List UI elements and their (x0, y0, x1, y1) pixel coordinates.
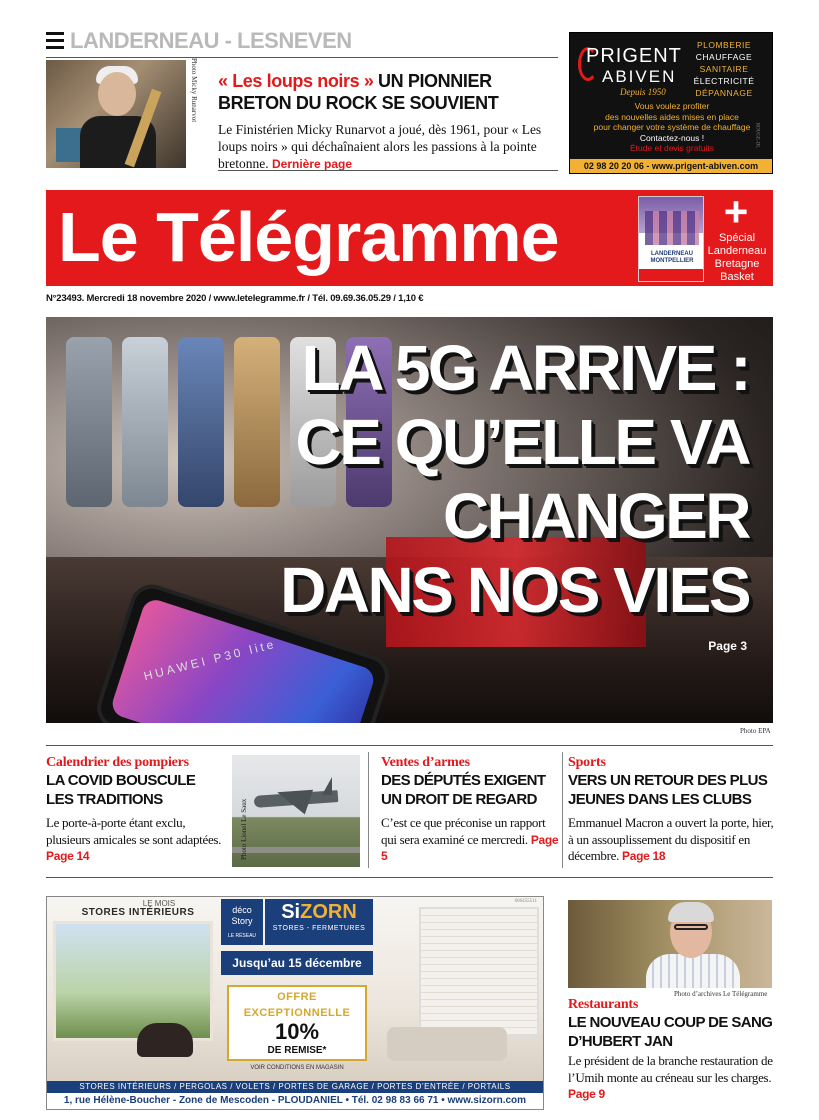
hero-headline[interactable]: LA 5G ARRIVE : CE QU’ELLE VA CHANGER DANS NOS VIES (280, 332, 749, 626)
story-headline: LE NOUVEAU COUP DE SANG D’HUBERT JAN (568, 1014, 773, 1050)
story-restaurants[interactable] (568, 997, 774, 1103)
ad-prigent-abiven[interactable] (569, 32, 773, 174)
story-page-link[interactable]: Page 14 (46, 849, 90, 863)
teaser-headline[interactable] (218, 70, 558, 114)
story-summary: Le porte-à-porte étant exclu, plusieurs amicales se sont adaptées. Page 14 (46, 815, 222, 863)
newspaper-title[interactable]: Le Télégramme (58, 198, 559, 276)
person-face (98, 72, 136, 116)
story-headline: DES DÉPUTÉS EXIGENT UN DROIT DE REGARD (381, 772, 546, 808)
story-page-link[interactable]: Page 18 (622, 849, 666, 863)
ad-ref: ROUGE-DL (754, 122, 760, 149)
supplement-label[interactable]: Spécial Landerneau Bretagne Basket (707, 232, 767, 283)
column-divider (562, 752, 563, 868)
jet-photo[interactable] (232, 755, 360, 867)
teaser-photo-credit: Photo Micky Runarvot (190, 58, 198, 123)
hubert-jan-photo[interactable] (568, 900, 772, 988)
story-kicker: Calendrier des pompiers (46, 755, 189, 770)
story-summary: C’est ce que préconise un rapport qui sera examiné ce mercredi. Page 5 (381, 815, 559, 863)
phone-brand: HUAWEI P30 lite (142, 636, 278, 684)
teaser-page-link[interactable]: Dernière page (271, 157, 353, 171)
hero-page-link[interactable]: Page 3 (708, 639, 747, 653)
story-headline: VERS UN RETOUR DES PLUS JEUNES DANS LES CLUBS (568, 772, 768, 808)
row-divider-top (46, 745, 773, 746)
ad-offer: OFFRE EXCEPTIONNELLE 10% DE REMISE* (227, 985, 367, 1061)
ad-logo-line1: PRIGENT (586, 45, 682, 67)
jan-photo-credit: Photo d’archives Le Télégramme (674, 990, 768, 998)
ad-since: Depuis 1950 (620, 87, 666, 97)
edition-name: LANDERNEAU - LESNEVEN (70, 28, 352, 53)
story-kicker: Ventes d’armes (381, 755, 470, 770)
ad-ref: 606455511 (514, 899, 537, 904)
masthead (46, 190, 773, 286)
story-armes[interactable] (381, 755, 559, 865)
story-kicker: Sports (568, 755, 606, 770)
story-page-link[interactable]: Page 9 (568, 1087, 605, 1101)
issue-line: N°23493. Mercredi 18 novembre 2020 / www.letelegramme.fr / Tél. 09.69.36.05.29 / 1,10 € (46, 293, 424, 304)
ad-services: PLOMBERIE CHAUFFAGE SANITAIRE ÉLECTRICITÉ DÉPANNAGE (693, 40, 755, 98)
ad-dates: Jusqu’au 15 décembre (221, 951, 373, 975)
story-kicker: Restaurants (568, 997, 639, 1012)
teaser-summary: Le Finistérien Micky Runarvot a joué, dès 1961, pour « Les loups noirs » qui déchaînaient alors les passions à la pointe bretonne. Dernière page (218, 122, 542, 171)
story-sports[interactable] (568, 755, 774, 865)
ad-contact[interactable]: 02 98 20 20 06 - www.prigent-abiven.com (570, 159, 772, 173)
supplement-thumbnail[interactable]: LANDERNEAU MONTPELLIER (638, 196, 704, 282)
ad-address[interactable]: 1, rue Hélène-Boucher - Zone de Mescoden - PLOUDANIEL • Tél. 02 98 83 66 71 • www.sizorn.com (47, 1093, 543, 1109)
ad-pitch: Vous voulez profiter des nouvelles aides mises en place pour changer votre système de chauffage Contactez-nous ! Étude et devis gratuits (593, 101, 751, 153)
ad-deco-logo: déco Story LE RÉSEAU (221, 899, 263, 945)
teaser-photo[interactable] (46, 60, 186, 168)
ad-logo-line2: ABIVEN (602, 67, 677, 86)
edition-bar (46, 28, 558, 58)
story-summary: Emmanuel Macron a ouvert la porte, hier, à un assouplissement du dispositif en décembre. Page 18 (568, 815, 774, 863)
ad-products-band: STORES INTÉRIEURS / PERGOLAS / VOLETS / PORTES DE GARAGE / PORTES D’ENTRÉE / PORTAILS (47, 1081, 543, 1093)
ad-conditions: VOIR CONDITIONS EN MAGASIN (250, 1065, 344, 1071)
ad-stores-title: STORES INTÉRIEURS (81, 907, 195, 918)
story-page-link[interactable]: Page 5 (381, 832, 559, 863)
glasses-icon (674, 924, 708, 930)
story-pompiers[interactable] (46, 755, 226, 865)
row-divider-bottom (46, 877, 773, 878)
ad-sizorn[interactable] (46, 896, 544, 1110)
ad-mois: LE MOIS (142, 899, 176, 908)
teaser-headline-rest: UN PIONNIER BRETON DU ROCK SE SOUVIENT (218, 71, 499, 113)
ad-sizorn-logo: SiZORN STORES - FERMETURES (265, 899, 373, 945)
plus-icon: + (723, 188, 749, 235)
hero-photo-credit: Photo EPA (740, 727, 771, 735)
jet-photo-credit: Photo Lionel Le Saux (240, 798, 248, 860)
story-headline: LA COVID BOUSCULE LES TRADITIONS (46, 772, 196, 808)
teaser-divider (218, 170, 558, 171)
menu-icon[interactable] (46, 32, 64, 50)
column-divider (368, 752, 369, 868)
hero-story[interactable] (46, 317, 773, 723)
teaser-quote: « Les loups noirs » (218, 71, 374, 91)
story-summary: Le président de la branche restauration de l’Umih monte au créneau sur les charges. Page 9 (568, 1053, 773, 1101)
